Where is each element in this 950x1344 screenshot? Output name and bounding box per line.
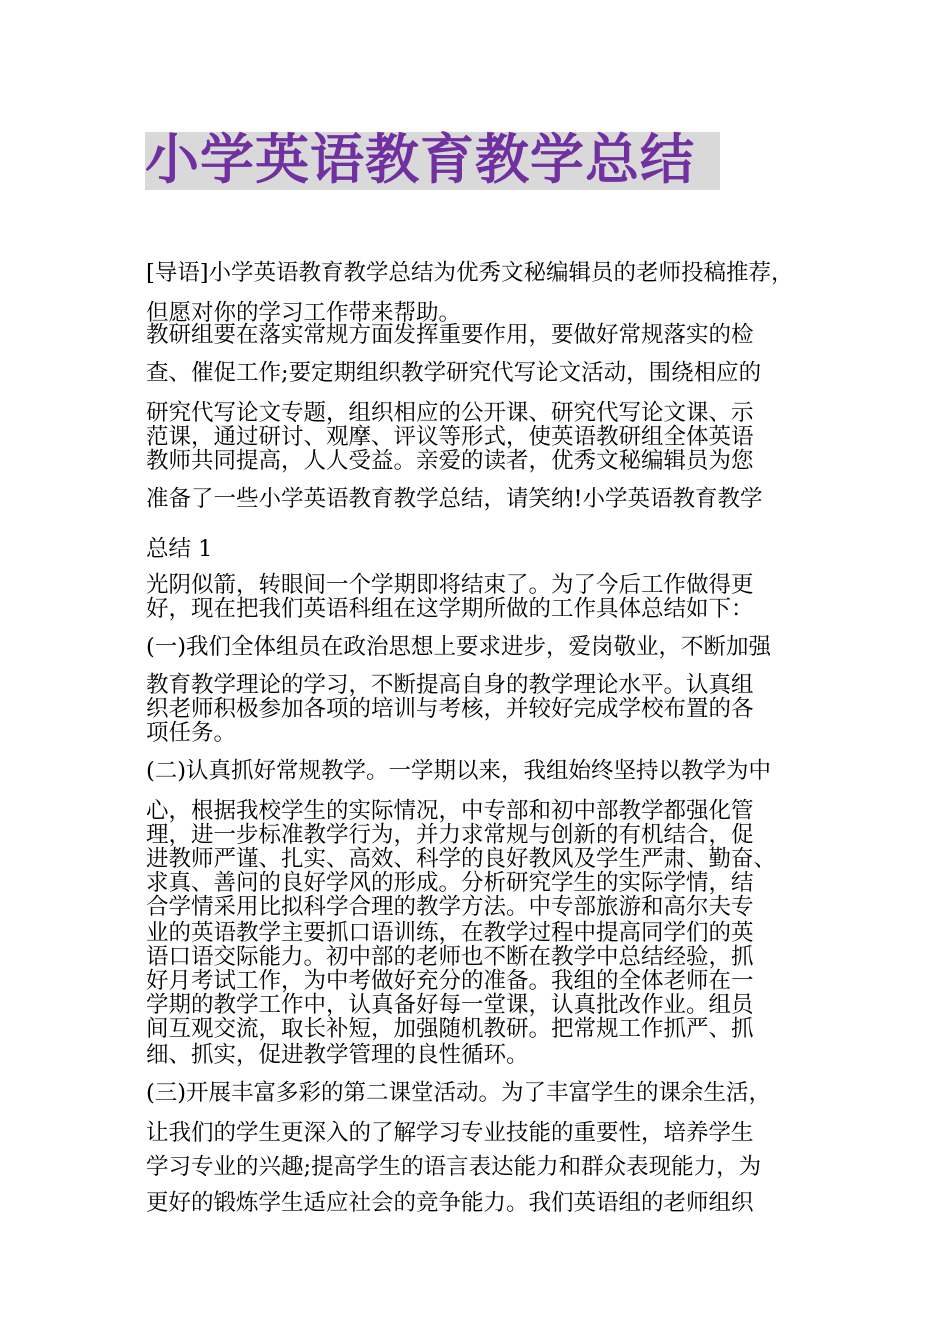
text-line: 让我们的学生更深入的了解学习专业技能的重要性，培养学生 — [146, 1120, 754, 1146]
text-line: 学习专业的兴趣;提高学生的语言表达能力和群众表现能力，为 — [146, 1154, 762, 1180]
text-line: 求真、善问的良好学风的形成。分析研究学生的实际学情，结 — [146, 870, 754, 896]
text-line: 细、抓实，促进教学管理的良性循环。 — [146, 1042, 529, 1068]
text-line: 教研组要在落实常规方面发挥重要作用，要做好常规落实的检 — [146, 322, 754, 348]
text-line: 研究代写论文专题，组织相应的公开课、研究代写论文课、示 — [146, 400, 754, 426]
text-line: 准备了一些小学英语教育教学总结，请笑纳!小学英语教育教学 — [146, 486, 763, 512]
text-line: 范课，通过研讨、观摩、评议等形式，使英语教研组全体英语 — [146, 424, 754, 450]
text-line: 业的英语教学主要抓口语训练，在教学过程中提高同学们的英 — [146, 920, 754, 946]
text-line: 语口语交际能力。初中部的老师也不断在教学中总结经验，抓 — [146, 944, 754, 970]
text-line: 学期的教学工作中，认真备好每一堂课，认真批改作业。组员 — [146, 992, 754, 1018]
text-line: 好月考试工作，为中考做好充分的准备。我组的全体老师在一 — [146, 968, 754, 994]
text-line: 好，现在把我们英语科组在这学期所做的工作具体总结如下： — [146, 596, 754, 622]
text-line: 光阴似箭，转眼间一个学期即将结束了。为了今后工作做得更 — [146, 572, 754, 598]
page-title: 小学英语教育教学总结 — [145, 128, 695, 191]
text-line: (三)开展丰富多彩的第二课堂活动。为了丰富学生的课余生活， — [146, 1080, 772, 1106]
text-line: 心，根据我校学生的实际情况，中专部和初中部教学都强化管 — [146, 798, 754, 824]
text-line: 织老师积极参加各项的培训与考核，并较好完成学校布置的各 — [146, 696, 754, 722]
text-line: 教师共同提高，人人受益。亲爱的读者，优秀文秘编辑员为您 — [146, 448, 754, 474]
text-line: (一)我们全体组员在政治思想上要求进步，爱岗敬业，不断加强 — [146, 634, 772, 660]
text-line: 更好的锻炼学生适应社会的竞争能力。我们英语组的老师组织 — [146, 1190, 754, 1216]
text-line: 项任务。 — [146, 720, 237, 746]
text-line: 理，进一步标准教学行为，并力求常规与创新的有机结合，促 — [146, 822, 754, 848]
text-line: 合学情采用比拟科学合理的教学方法。中专部旅游和高尔夫专 — [146, 894, 754, 920]
text-line: (二)认真抓好常规教学。一学期以来，我组始终坚持以教学为中 — [146, 758, 772, 784]
text-line: [导语]小学英语教育教学总结为优秀文秘编辑员的老师投稿推荐， — [146, 260, 794, 286]
text-line: 间互观交流，取长补短，加强随机教研。把常规工作抓严、抓 — [146, 1016, 754, 1042]
text-line: 进教师严谨、扎实、高效、科学的良好教风及学生严肃、勤奋、 — [146, 846, 777, 872]
text-line: 查、催促工作;要定期组织教学研究代写论文活动，围绕相应的 — [146, 360, 762, 386]
text-line: 教育教学理论的学习，不断提高自身的教学理论水平。认真组 — [146, 672, 754, 698]
text-line: 但愿对你的学习工作带来帮助。 — [146, 300, 462, 326]
text-line: 总结 1 — [146, 536, 213, 562]
